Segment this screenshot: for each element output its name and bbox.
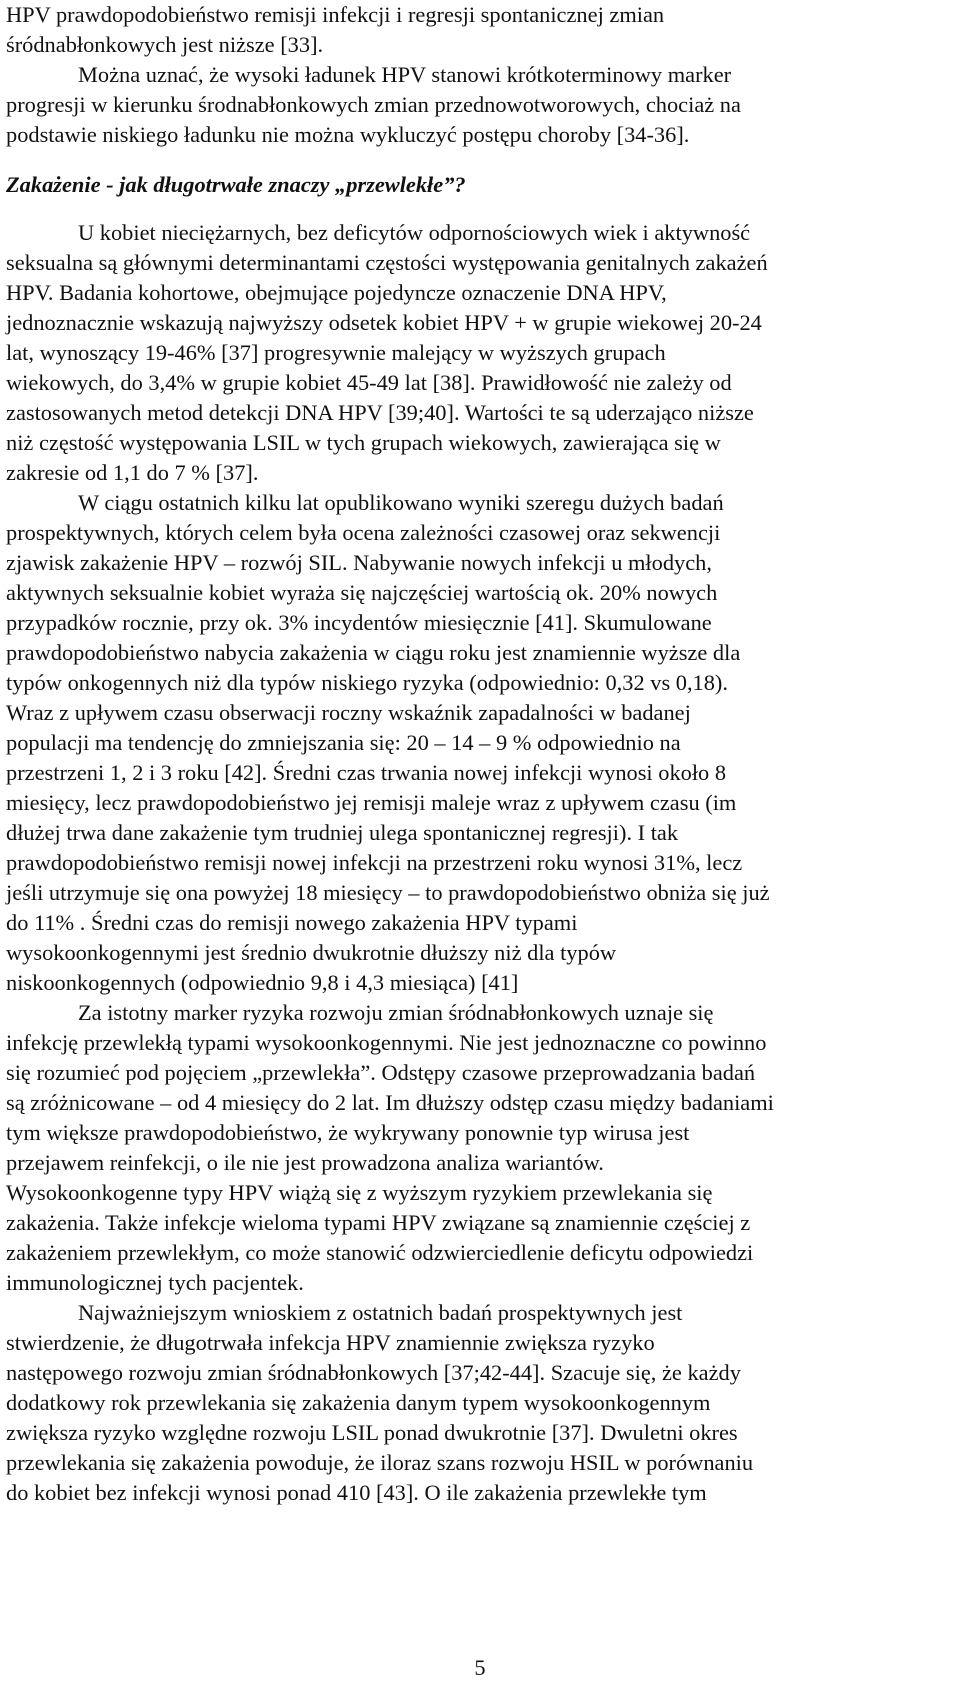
text-line: U kobiet nieciężarnych, bez deficytów odpornościowych wiek i aktywność bbox=[78, 220, 751, 245]
text-line: zastosowanych metod detekcji DNA HPV [39;40]. Wartości te są uderzająco niższe bbox=[6, 400, 754, 425]
text-line: jeśli utrzymuje się ona powyżej 18 miesięcy – to prawdopodobieństwo obniża się już bbox=[6, 880, 770, 905]
body-section bbox=[6, 218, 946, 1508]
text-line: przewlekania się zakażenia powoduje, że iloraz szans rozwoju HSIL w porównaniu bbox=[6, 1450, 754, 1475]
text-line: dodatkowy rok przewlekania się zakażenia danym typem wysokoonkogennym bbox=[6, 1390, 711, 1415]
text-line: wiekowych, do 3,4% w grupie kobiet 45-49 lat [38]. Prawidłowość nie zależy od bbox=[6, 370, 732, 395]
text-line: lat, wynoszący 19-46% [37] progresywnie malejący w wyższych grupach bbox=[6, 340, 666, 365]
text-line: niż częstość występowania LSIL w tych grupach wiekowych, zawierająca się w bbox=[6, 430, 721, 455]
text-line: dłużej trwa dane zakażenie tym trudniej ulega spontanicznej regresji). I tak bbox=[6, 820, 679, 845]
section-heading: Zakażenie - jak długotrwałe znaczy „przewlekłe”? bbox=[6, 172, 466, 197]
text-line: zwiększa ryzyko względne rozwoju LSIL ponad dwukrotnie [37]. Dwuletni okres bbox=[6, 1420, 738, 1445]
text-line: do 11% . Średni czas do remisji nowego zakażenia HPV typami bbox=[6, 910, 578, 935]
text-line: przestrzeni 1, 2 i 3 roku [42]. Średni czas trwania nowej infekcji wynosi około 8 bbox=[6, 760, 727, 785]
text-line: seksualna są głównymi determinantami częstości występowania genitalnych zakażeń bbox=[6, 250, 768, 275]
text-line: tym większe prawdopodobieństwo, że wykrywany ponownie typ wirusa jest bbox=[6, 1120, 690, 1145]
text-line: podstawie niskiego ładunku nie można wykluczyć postępu choroby [34-36]. bbox=[6, 122, 690, 147]
text-line: zakresie od 1,1 do 7 % [37]. bbox=[6, 460, 259, 485]
text-line: Wysokoonkogenne typy HPV wiążą się z wyższym ryzykiem przewlekania się bbox=[6, 1180, 713, 1205]
text-line: prospektywnych, których celem była ocena zależności czasowej oraz sekwencji bbox=[6, 520, 721, 545]
text-line: do kobiet bez infekcji wynosi ponad 410 [43]. O ile zakażenia przewlekłe tym bbox=[6, 1480, 707, 1505]
text-line: miesięcy, lecz prawdopodobieństwo jej remisji maleje wraz z upływem czasu (im bbox=[6, 790, 737, 815]
text-line: jednoznacznie wskazują najwyższy odsetek kobiet HPV + w grupie wiekowej 20-24 bbox=[6, 310, 762, 335]
text-line: HPV prawdopodobieństwo remisji infekcji i regresji spontanicznej zmian bbox=[6, 2, 665, 27]
text-line: progresji w kierunku środnabłonkowych zmian przednowotworowych, chociaż na bbox=[6, 92, 741, 117]
text-line: prawdopodobieństwo remisji nowej infekcji na przestrzeni roku wynosi 31%, lecz bbox=[6, 850, 743, 875]
text-line: HPV. Badania kohortowe, obejmujące pojedyncze oznaczenie DNA HPV, bbox=[6, 280, 667, 305]
text-line: typów onkogennych niż dla typów niskiego ryzyka (odpowiednio: 0,32 vs 0,18). bbox=[6, 670, 728, 695]
text-line: infekcję przewlekłą typami wysokoonkogennymi. Nie jest jednoznaczne co powinno bbox=[6, 1030, 767, 1055]
text-line: następowego rozwoju zmian śródnabłonkowych [37;42-44]. Szacuje się, że każdy bbox=[6, 1360, 741, 1385]
text-line: aktywnych seksualnie kobiet wyraża się najczęściej wartością ok. 20% nowych bbox=[6, 580, 718, 605]
text-line: zakażeniem przewlekłym, co może stanowić odzwierciedlenie deficytu odpowiedzi bbox=[6, 1240, 754, 1265]
text-line: Można uznać, że wysoki ładunek HPV stanowi krótkoterminowy marker bbox=[78, 62, 732, 87]
text-line: niskoonkogennych (odpowiednio 9,8 i 4,3 miesiąca) [41] bbox=[6, 970, 519, 995]
text-line: Najważniejszym wnioskiem z ostatnich badań prospektywnych jest bbox=[78, 1300, 683, 1325]
text-line: przypadków rocznie, przy ok. 3% incydentów miesięcznie [41]. Skumulowane bbox=[6, 610, 712, 635]
text-line: W ciągu ostatnich kilku lat opublikowano wyniki szeregu dużych badań bbox=[78, 490, 724, 515]
text-line: są zróżnicowane – od 4 miesięcy do 2 lat. Im dłuższy odstęp czasu między badaniami bbox=[6, 1090, 774, 1115]
text-line: Wraz z upływem czasu obserwacji roczny wskaźnik zapadalności w badanej bbox=[6, 700, 691, 725]
text-line: stwierdzenie, że długotrwała infekcja HPV znamiennie zwiększa ryzyko bbox=[6, 1330, 655, 1355]
text-line: immunologicznej tych pacjentek. bbox=[6, 1270, 304, 1295]
text-line: śródnabłonkowych jest niższe [33]. bbox=[6, 32, 324, 57]
document-page bbox=[6, 0, 946, 1508]
page-number: 5 bbox=[474, 1655, 486, 1680]
intro-section bbox=[6, 0, 946, 150]
text-line: Za istotny marker ryzyka rozwoju zmian śródnabłonkowych uznaje się bbox=[78, 1000, 714, 1025]
text-line: się rozumieć pod pojęciem „przewlekła”. Odstępy czasowe przeprowadzania badań bbox=[6, 1060, 756, 1085]
text-line: populacji ma tendencję do zmniejszania się: 20 – 14 – 9 % odpowiednio na bbox=[6, 730, 681, 755]
text-line: zjawisk zakażenie HPV – rozwój SIL. Nabywanie nowych infekcji u młodych, bbox=[6, 550, 712, 575]
text-line: przejawem reinfekcji, o ile nie jest prowadzona analiza wariantów. bbox=[6, 1150, 604, 1175]
text-line: wysokoonkogennymi jest średnio dwukrotnie dłuższy niż dla typów bbox=[6, 940, 617, 965]
text-line: zakażenia. Także infekcje wieloma typami HPV związane są znamiennie częściej z bbox=[6, 1210, 751, 1235]
text-line: prawdopodobieństwo nabycia zakażenia w ciągu roku jest znamiennie wyższe dla bbox=[6, 640, 741, 665]
